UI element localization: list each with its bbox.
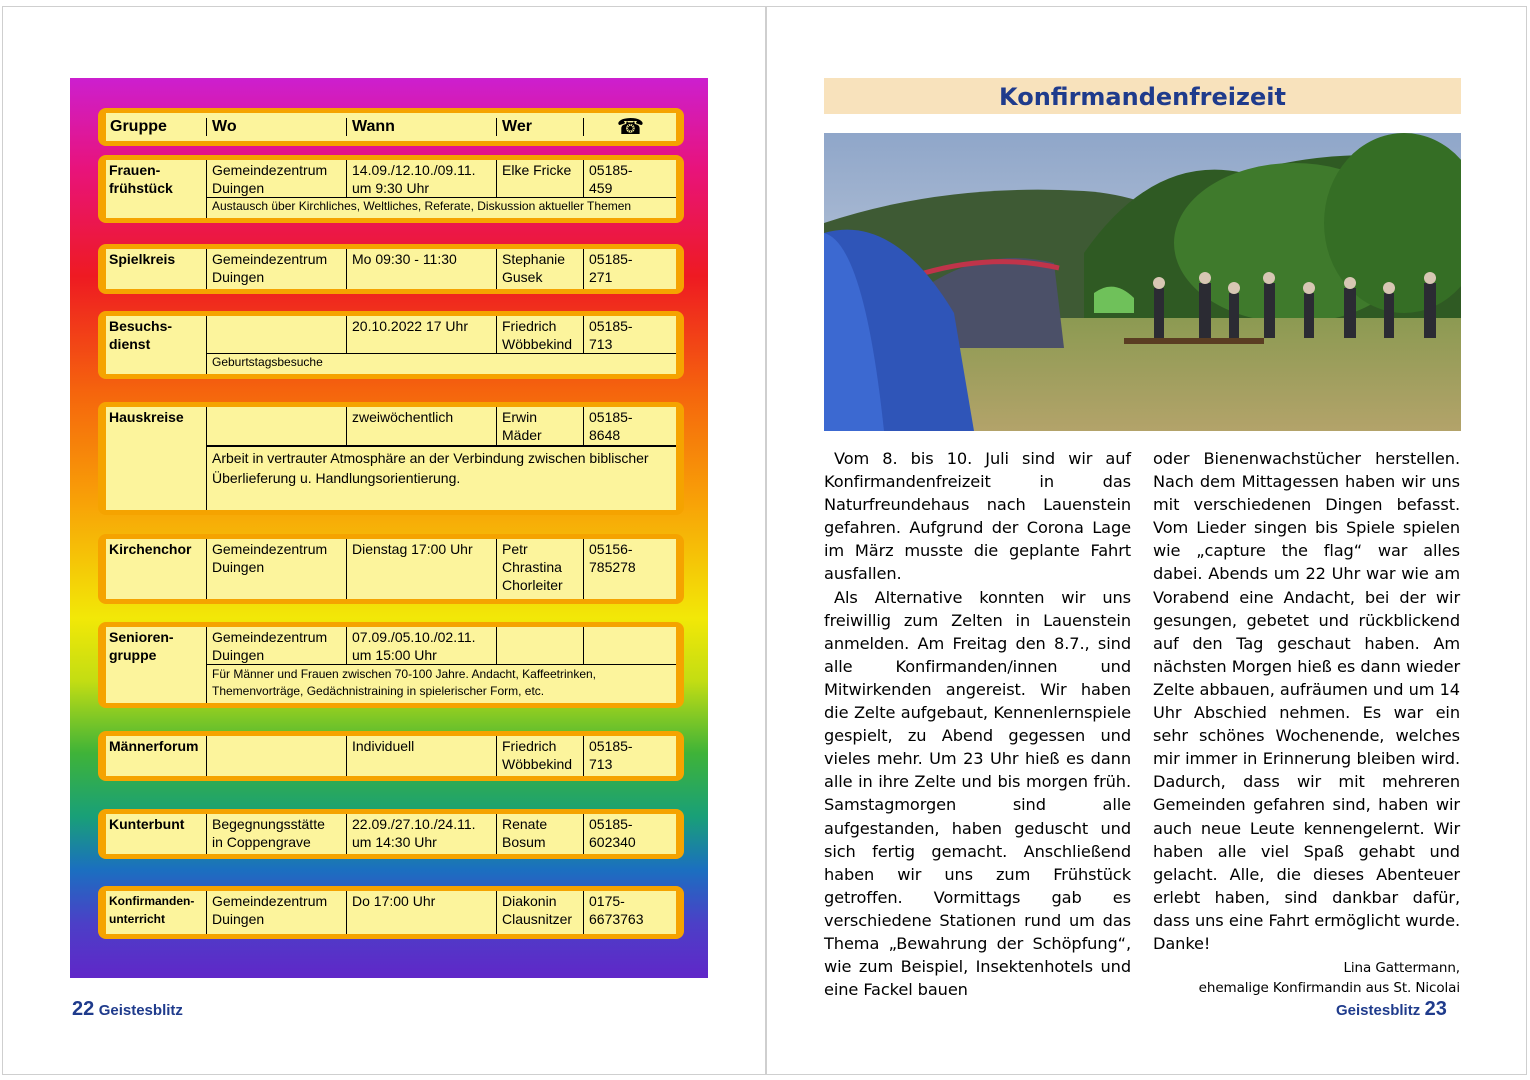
row-location: Gemeindezentrum Duingen bbox=[206, 891, 346, 934]
row-note: Austausch über Kirchliches, Weltliches, Referate, Diskussion aktueller Themen bbox=[206, 197, 676, 218]
row-contact: Petr Chrastina Chorleiter bbox=[496, 539, 583, 599]
row-time: Dienstag 17:00 Uhr bbox=[346, 539, 496, 599]
paragraph: Als Alternative konnten wir uns freiwillig zum Zelten in Lauenstein anmelden. Am Freitag den 8.7., sind alle Konfirmanden/innen und Mitwirkenden angereist. Wir haben die Zelte aufgebaut, Kennenlernspiele gespielt, zu Abend gegessen und vieles mehr. Um 23 Uhr hieß es dann alle in ihre Zelte und bis morgen früh. Samstagmorgen sind alle aufgestanden, haben geduscht und sich fertig gemacht. Anschließend haben wir uns zum Frühstück getroffen. Vormittags gab es verschiedene Stationen rund um das Thema „Bewahrung der Schöpfung“, wie zum Beispiel, Insektenhotels und eine Fackel bauen bbox=[824, 587, 1131, 1000]
row-time: zweiwöchentlich bbox=[346, 407, 496, 445]
row-time: Individuell bbox=[346, 736, 496, 776]
row-location: Gemeindezentrum Duingen bbox=[206, 160, 346, 197]
paragraph: oder Bienenwachstücher herstellen. Nach dem Mittagessen haben wir uns mit verschiedenen Dingen befasst. Vom Lieder singen bis Spiele spielen wie „capture the flag“ war alles dabei. Abends um 22 Uhr war wie am Vorabend eine Andacht, bei der wir gesungen, gebetet und rückblickend auf den Tag geschaut haben. Am nächsten Morgen hieß es dann wieder Zelte abbauen, aufräumen und um 14 Uhr Abschied nehmen. Es war ein sehr schönes Wochenende, welches mir immer in Erinnerung bleiben wird. Dadurch, dass wir mit mehreren Gemeinden gefahren sind, haben wir auch neue Leute kennengelernt. Wir haben alle viel Spaß gehabt und gelacht. Alle, die dieses Abenteuer erlebt haben, sind dankbar dafür, dass uns eine Fahrt ermöglicht wurde. Danke! bbox=[1153, 449, 1460, 953]
row-time: 22.09./27.10./24.11. um 14:30 Uhr bbox=[346, 814, 496, 854]
row-phone: 05185- 713 bbox=[583, 736, 676, 776]
row-phone bbox=[583, 627, 676, 664]
row-time: Mo 09:30 - 11:30 bbox=[346, 249, 496, 289]
group-name: Besuchs- dienst bbox=[109, 318, 173, 352]
row-contact: Diakonin Clausnitzer bbox=[496, 891, 583, 934]
table-row bbox=[98, 402, 684, 515]
row-contact: Erwin Mäder bbox=[496, 407, 583, 445]
row-contact: Elke Fricke bbox=[496, 160, 583, 197]
group-name: Kunterbunt bbox=[109, 816, 185, 832]
row-location: Begegnungsstätte in Coppengrave bbox=[206, 814, 346, 854]
row-contact: Stephanie Gusek bbox=[496, 249, 583, 289]
row-phone: 05185- 271 bbox=[583, 249, 676, 289]
row-time: 14.09./12.10./09.11. um 9:30 Uhr bbox=[346, 160, 496, 197]
row-location bbox=[206, 736, 346, 776]
group-name: Männerforum bbox=[109, 738, 199, 754]
row-location: Gemeindezentrum Duingen bbox=[206, 627, 346, 664]
article-title: Konfirmandenfreizeit bbox=[824, 78, 1461, 114]
row-time: 07.09./05.10./02.11. um 15:00 Uhr bbox=[346, 627, 496, 664]
row-contact: Renate Bosum bbox=[496, 814, 583, 854]
paragraph: Vom 8. bis 10. Juli sind wir auf Konfirmandenfreizeit in das Naturfreundehaus nach Lauenstein gefahren. Aufgrund der Corona Lage im März musste die geplante Fahrt ausfallen. bbox=[824, 449, 1131, 584]
row-location: Gemeindezentrum Duingen bbox=[206, 249, 346, 289]
row-time: Do 17:00 Uhr bbox=[346, 891, 496, 934]
header-wo: Wo bbox=[206, 118, 346, 136]
signature bbox=[1153, 958, 1460, 998]
page-number: 23 bbox=[1424, 998, 1447, 1020]
magazine-name: Geistesblitz bbox=[98, 1002, 183, 1019]
article-column-1 bbox=[824, 447, 1131, 1001]
header-wann: Wann bbox=[346, 118, 496, 136]
camp-photo bbox=[824, 133, 1461, 431]
folio-left bbox=[72, 998, 183, 1021]
table-row bbox=[98, 534, 684, 604]
row-phone: 0175- 6673763 bbox=[583, 891, 676, 934]
header-gruppe: Gruppe bbox=[110, 118, 167, 135]
row-time: 20.10.2022 17 Uhr bbox=[346, 316, 496, 353]
table-row bbox=[98, 809, 684, 859]
row-location: Gemeindezentrum Duingen bbox=[206, 539, 346, 599]
row-note: Arbeit in vertrauter Atmosphäre an der Verbindung zwischen biblischer Überlieferung u. Handlungsorientierung. bbox=[206, 445, 676, 510]
telephone-icon: ☎ bbox=[583, 118, 676, 136]
page-number: 22 bbox=[72, 998, 95, 1020]
table-row bbox=[98, 622, 684, 708]
article-column-2 bbox=[1153, 447, 1460, 998]
group-name: Senioren- gruppe bbox=[109, 629, 174, 663]
folio-right bbox=[1336, 998, 1447, 1021]
row-note: Geburtstagsbesuche bbox=[206, 353, 676, 374]
row-phone: 05185- 602340 bbox=[583, 814, 676, 854]
table-row bbox=[98, 731, 684, 781]
row-note: Für Männer und Frauen zwischen 70-100 Jahre. Andacht, Kaffeetrinken, Themenvorträge, Gedächnistraining in spielerischer Form, etc. bbox=[206, 664, 676, 703]
group-name: Frauen- frühstück bbox=[109, 162, 173, 196]
row-location bbox=[206, 316, 346, 353]
magazine-name: Geistesblitz bbox=[1336, 1002, 1421, 1019]
header-wer: Wer bbox=[496, 118, 583, 136]
row-phone: 05185- 459 bbox=[583, 160, 676, 197]
row-phone: 05185- 713 bbox=[583, 316, 676, 353]
row-location bbox=[206, 407, 346, 445]
row-contact: Friedrich Wöbbekind bbox=[496, 736, 583, 776]
row-phone: 05185- 8648 bbox=[583, 407, 676, 445]
table-row bbox=[98, 244, 684, 294]
group-name: Kirchenchor bbox=[109, 541, 192, 557]
signature-role: ehemalige Konfirmandin aus St. Nicolai bbox=[1198, 980, 1460, 997]
table-row bbox=[98, 155, 684, 223]
table-header bbox=[98, 108, 684, 146]
signature-name: Lina Gattermann, bbox=[1343, 960, 1460, 977]
group-name: Konfirmanden- unterricht bbox=[109, 894, 195, 926]
group-name: Spielkreis bbox=[109, 251, 176, 267]
row-contact: Friedrich Wöbbekind bbox=[496, 316, 583, 353]
row-contact bbox=[496, 627, 583, 664]
group-name: Hauskreise bbox=[109, 409, 184, 425]
table-row bbox=[98, 311, 684, 379]
row-phone: 05156- 785278 bbox=[583, 539, 676, 599]
table-row bbox=[98, 886, 684, 939]
